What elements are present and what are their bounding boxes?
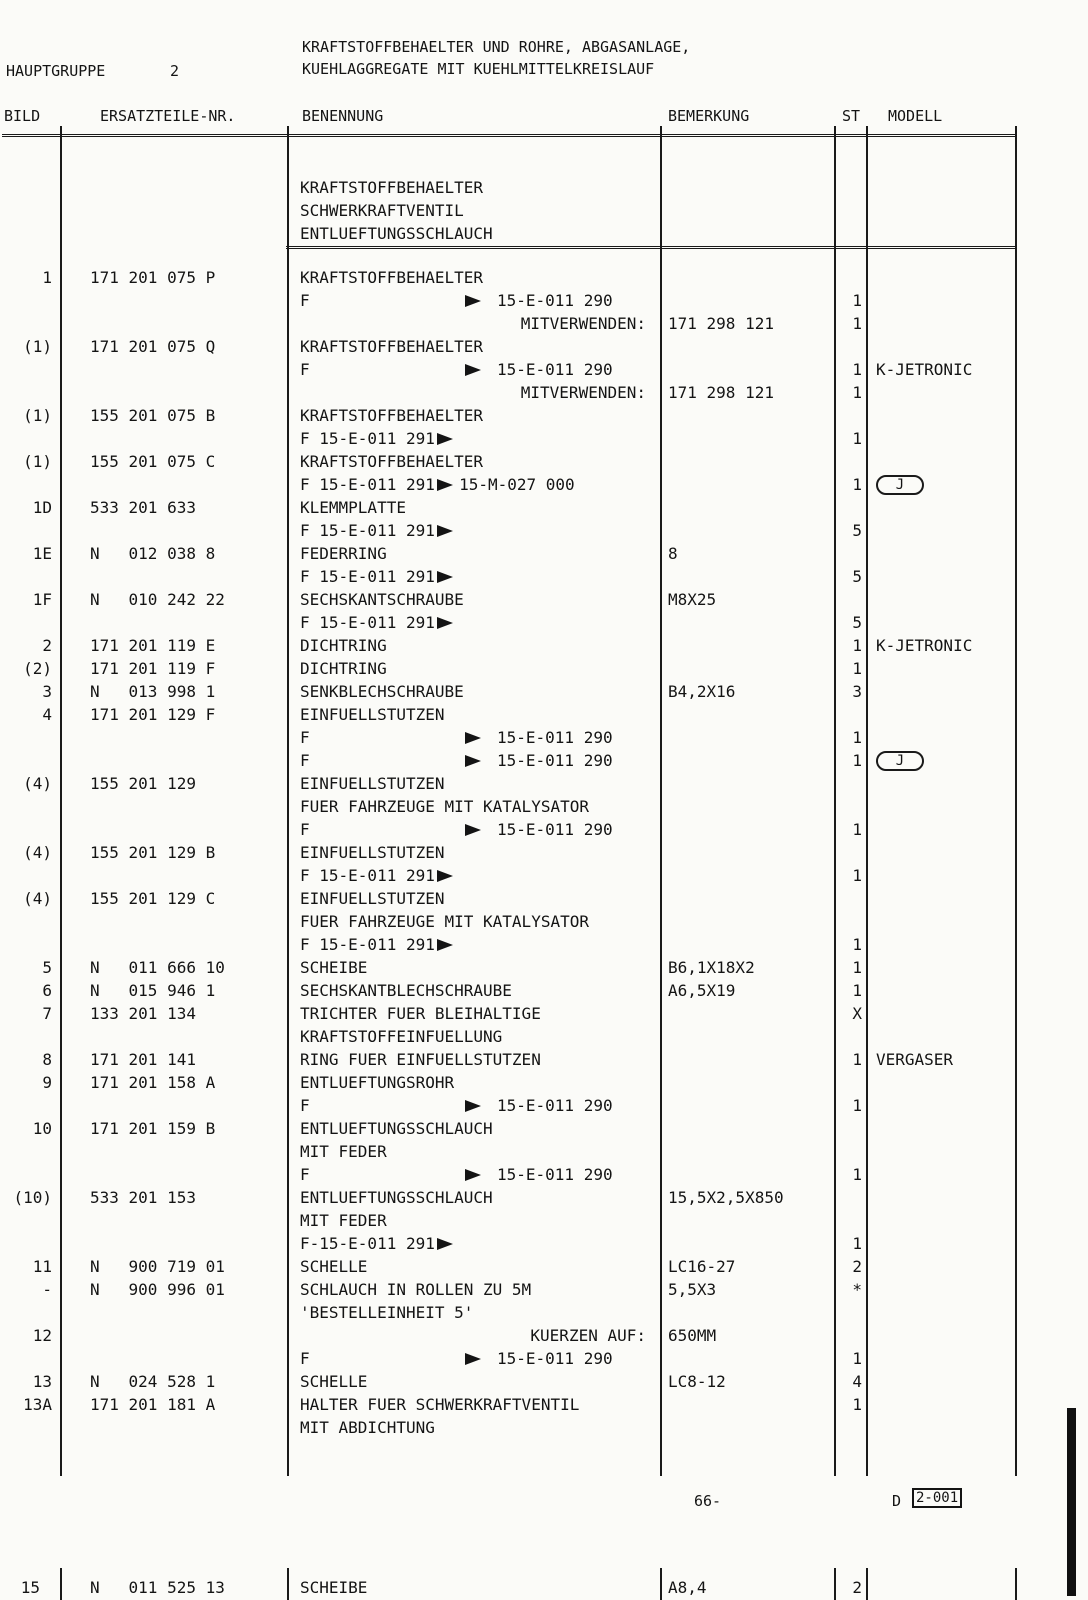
row-bild: (4) — [23, 843, 52, 862]
footer-letter: D — [892, 1492, 902, 1510]
row-name: SCHELLE — [300, 1257, 368, 1276]
column-divider — [1015, 1568, 1017, 1600]
row-part-number: N 900 996 01 — [90, 1280, 225, 1299]
row-qty: 1 — [852, 751, 862, 770]
row-part-number: 533 201 153 — [90, 1188, 196, 1207]
row-part-number: N 015 946 1 — [90, 981, 216, 1000]
row-qty: 5 — [852, 613, 862, 632]
row-name: KRAFTSTOFFEINFUELLUNG — [300, 1027, 503, 1046]
row-name: KRAFTSTOFFBEHAELTER — [300, 452, 484, 471]
row-bild: 1 — [42, 268, 52, 287]
row-bild: 1E — [32, 544, 52, 563]
row-name-tail: 15-E-011 290 — [497, 360, 613, 379]
row-name: ENTLUEFTUNGSSCHLAUCH — [300, 1119, 493, 1138]
row-bild: 9 — [42, 1073, 52, 1092]
arrow-right-icon — [437, 939, 453, 951]
row-name-tail: 15-E-011 290 — [497, 1096, 613, 1115]
col-header-bild: BILD — [4, 107, 41, 125]
row-bild: 10 — [32, 1119, 52, 1138]
arrow-right-icon — [465, 295, 481, 307]
page-stamp: 2-001 — [912, 1488, 962, 1508]
row-qty: 1 — [852, 314, 862, 333]
col-header-model: MODELL — [888, 107, 943, 125]
row-name: SCHLAUCH IN ROLLEN ZU 5M — [300, 1280, 532, 1299]
row-bild: 7 — [42, 1004, 52, 1023]
section-heading-line: KRAFTSTOFFBEHAELTER — [300, 178, 484, 197]
row-name: EINFUELLSTUTZEN — [300, 774, 445, 793]
row-part-number: N 012 038 8 — [90, 544, 216, 563]
row-part-number: 533 201 633 — [90, 498, 196, 517]
row-qty: 2 — [852, 1257, 862, 1276]
row-name-tail: 15-E-011 290 — [497, 1165, 613, 1184]
row-name: MIT FEDER — [300, 1142, 387, 1161]
column-divider — [60, 126, 62, 1476]
title-line-2: KUEHLAGGREGATE MIT KUEHLMITTELKREISLAUF — [302, 60, 655, 78]
column-divider — [866, 1568, 868, 1600]
row-qty: 1 — [852, 1234, 862, 1253]
row-remark: B6,1X18X2 — [668, 958, 755, 977]
row-name: 'BESTELLEINHEIT 5' — [300, 1303, 474, 1322]
row-name: SECHSKANTSCHRAUBE — [300, 590, 464, 609]
row-part-number: 133 201 134 — [90, 1004, 196, 1023]
group-label: HAUPTGRUPPE — [6, 62, 106, 80]
row-qty: 1 — [852, 935, 862, 954]
row-name: MITVERWENDEN: — [520, 314, 646, 333]
next-row-name: SCHEIBE — [300, 1578, 368, 1597]
row-qty: 1 — [852, 1395, 862, 1414]
row-name: FUER FAHRZEUGE MIT KATALYSATOR — [300, 912, 589, 931]
row-part-number: N 011 666 10 — [90, 958, 225, 977]
arrow-right-icon — [465, 1100, 481, 1112]
row-bild: 1D — [32, 498, 52, 517]
row-remark: 171 298 121 — [668, 383, 774, 402]
row-name: F — [300, 728, 310, 747]
row-name: KRAFTSTOFFBEHAELTER — [300, 406, 484, 425]
row-part-number: 155 201 129 B — [90, 843, 216, 862]
row-name: KLEMMPLATTE — [300, 498, 406, 517]
row-bild: 5 — [42, 958, 52, 977]
row-name-tail: 15-E-011 290 — [497, 820, 613, 839]
row-bild: (10) — [13, 1188, 52, 1207]
row-part-number: 171 201 119 E — [90, 636, 216, 655]
row-name: ENTLUEFTUNGSSCHLAUCH — [300, 1188, 493, 1207]
row-bild: 3 — [42, 682, 52, 701]
row-part-number: 171 201 075 P — [90, 268, 216, 287]
col-header-remark: BEMERKUNG — [668, 107, 750, 125]
row-bild: 2 — [42, 636, 52, 655]
col-header-name: BENENNUNG — [302, 107, 384, 125]
arrow-right-icon — [465, 824, 481, 836]
col-header-qty: ST — [842, 107, 861, 125]
row-bild: 4 — [42, 705, 52, 724]
row-name: KRAFTSTOFFBEHAELTER — [300, 337, 484, 356]
row-qty: 1 — [852, 360, 862, 379]
row-qty: 1 — [852, 1096, 862, 1115]
next-row-remark: A8,4 — [668, 1578, 707, 1597]
row-part-number: 155 201 129 — [90, 774, 196, 793]
row-name: KUERZEN AUF: — [530, 1326, 646, 1345]
row-remark: 650MM — [668, 1326, 717, 1345]
row-qty: 4 — [852, 1372, 862, 1391]
page-number: 66- — [694, 1492, 722, 1510]
row-name: EINFUELLSTUTZEN — [300, 889, 445, 908]
row-name-tail: 15-E-011 290 — [497, 751, 613, 770]
row-remark: A6,5X19 — [668, 981, 736, 1000]
col-header-part-no: ERSATZTEILE-NR. — [100, 107, 236, 125]
row-bild: 13A — [23, 1395, 52, 1414]
row-name: SECHSKANTBLECHSCHRAUBE — [300, 981, 512, 1000]
row-bild: 11 — [32, 1257, 52, 1276]
row-name: F 15-E-011 291 — [300, 475, 435, 494]
arrow-right-icon — [465, 1353, 481, 1365]
row-name-tail: 15-E-011 290 — [497, 728, 613, 747]
row-qty: * — [852, 1280, 862, 1299]
row-name: EINFUELLSTUTZEN — [300, 705, 445, 724]
row-bild: 12 — [32, 1326, 52, 1345]
row-qty: 1 — [852, 981, 862, 1000]
arrow-right-icon — [437, 617, 453, 629]
row-remark: LC8-12 — [668, 1372, 726, 1391]
row-name: F 15-E-011 291 — [300, 567, 435, 586]
row-remark: M8X25 — [668, 590, 717, 609]
row-remark: B4,2X16 — [668, 682, 736, 701]
row-qty: 1 — [852, 820, 862, 839]
row-qty: 1 — [852, 1349, 862, 1368]
arrow-right-icon — [465, 1169, 481, 1181]
group-number: 2 — [170, 62, 180, 80]
model-marker: J — [876, 475, 924, 495]
row-qty: 5 — [852, 567, 862, 586]
column-divider — [287, 1568, 289, 1600]
row-name: MIT ABDICHTUNG — [300, 1418, 435, 1437]
column-divider — [60, 1568, 62, 1600]
section-heading-line: SCHWERKRAFTVENTIL — [300, 201, 464, 220]
arrow-right-icon — [437, 433, 453, 445]
row-name: EINFUELLSTUTZEN — [300, 843, 445, 862]
row-part-number: N 013 998 1 — [90, 682, 216, 701]
row-qty: 1 — [852, 659, 862, 678]
row-name: MITVERWENDEN: — [520, 383, 646, 402]
row-bild: (1) — [23, 452, 52, 471]
row-remark: 171 298 121 — [668, 314, 774, 333]
arrow-right-icon — [437, 1238, 453, 1250]
row-part-number: N 024 528 1 — [90, 1372, 216, 1391]
row-name: F-15-E-011 291 — [300, 1234, 435, 1253]
row-name: ENTLUEFTUNGSROHR — [300, 1073, 455, 1092]
column-divider — [834, 1568, 836, 1600]
row-name: MIT FEDER — [300, 1211, 387, 1230]
arrow-right-icon — [437, 571, 453, 583]
column-divider — [660, 126, 662, 1476]
row-qty: 1 — [852, 728, 862, 747]
row-name: F — [300, 820, 310, 839]
title-line-1: KRAFTSTOFFBEHAELTER UND ROHRE, ABGASANLAGE, — [302, 38, 691, 56]
next-row-bild: 15 — [20, 1578, 40, 1597]
row-part-number: 171 201 159 B — [90, 1119, 216, 1138]
row-name: FEDERRING — [300, 544, 387, 563]
row-part-number: 171 201 158 A — [90, 1073, 216, 1092]
row-name: DICHTRING — [300, 636, 387, 655]
row-model: VERGASER — [876, 1050, 954, 1069]
row-bild: 1F — [32, 590, 52, 609]
row-name: F — [300, 1165, 310, 1184]
row-name: F — [300, 1096, 310, 1115]
row-part-number: 171 201 141 — [90, 1050, 196, 1069]
row-name: SCHEIBE — [300, 958, 368, 977]
row-part-number: 171 201 119 F — [90, 659, 216, 678]
next-row-qty: 2 — [852, 1578, 862, 1597]
row-remark: 5,5X3 — [668, 1280, 717, 1299]
row-bild: 13 — [32, 1372, 52, 1391]
row-name-tail: 15-E-011 290 — [497, 1349, 613, 1368]
row-bild: - — [42, 1280, 52, 1299]
column-divider — [660, 1568, 662, 1600]
row-remark: LC16-27 — [668, 1257, 736, 1276]
row-model: K-JETRONIC — [876, 636, 973, 655]
row-bild: (1) — [23, 406, 52, 425]
row-qty: 1 — [852, 429, 862, 448]
arrow-right-icon — [465, 364, 481, 376]
arrow-right-icon — [437, 870, 453, 882]
row-part-number: 155 201 075 C — [90, 452, 216, 471]
row-name: SCHELLE — [300, 1372, 368, 1391]
row-remark: 8 — [668, 544, 678, 563]
row-name: F 15-E-011 291 — [300, 866, 435, 885]
row-part-number: 155 201 129 C — [90, 889, 216, 908]
row-name: TRICHTER FUER BLEIHALTIGE — [300, 1004, 541, 1023]
row-qty: X — [852, 1004, 862, 1023]
row-name: HALTER FUER SCHWERKRAFTVENTIL — [300, 1395, 580, 1414]
row-part-number: 155 201 075 B — [90, 406, 216, 425]
row-name-tail: 15-M-027 000 — [459, 475, 575, 494]
row-name-tail: 15-E-011 290 — [497, 291, 613, 310]
row-qty: 1 — [852, 636, 862, 655]
row-part-number: 171 201 181 A — [90, 1395, 216, 1414]
row-name: KRAFTSTOFFBEHAELTER — [300, 268, 484, 287]
row-name: FUER FAHRZEUGE MIT KATALYSATOR — [300, 797, 589, 816]
row-name: F 15-E-011 291 — [300, 429, 435, 448]
row-name: F — [300, 1349, 310, 1368]
row-bild: 8 — [42, 1050, 52, 1069]
row-qty: 1 — [852, 1165, 862, 1184]
row-name: F — [300, 291, 310, 310]
row-bild: 6 — [42, 981, 52, 1000]
row-qty: 3 — [852, 682, 862, 701]
row-bild: (2) — [23, 659, 52, 678]
row-model: K-JETRONIC — [876, 360, 973, 379]
row-part-number: 171 201 129 F — [90, 705, 216, 724]
header-separator — [2, 134, 1016, 137]
row-part-number: N 010 242 22 — [90, 590, 225, 609]
arrow-right-icon — [437, 525, 453, 537]
row-qty: 5 — [852, 521, 862, 540]
column-divider — [834, 126, 836, 1476]
row-bild: (4) — [23, 889, 52, 908]
row-name: F — [300, 751, 310, 770]
row-qty: 1 — [852, 383, 862, 402]
arrow-right-icon — [465, 755, 481, 767]
section-heading-line: ENTLUEFTUNGSSCHLAUCH — [300, 224, 493, 243]
row-bild: (1) — [23, 337, 52, 356]
column-divider — [287, 126, 289, 1476]
row-qty: 1 — [852, 1050, 862, 1069]
row-qty: 1 — [852, 866, 862, 885]
row-name: F 15-E-011 291 — [300, 935, 435, 954]
arrow-right-icon — [437, 479, 453, 491]
model-marker: J — [876, 751, 924, 771]
section-separator — [286, 246, 1016, 249]
row-name: DICHTRING — [300, 659, 387, 678]
row-name: F — [300, 360, 310, 379]
row-remark: 15,5X2,5X850 — [668, 1188, 784, 1207]
column-divider — [1015, 126, 1017, 1476]
row-part-number: 171 201 075 Q — [90, 337, 216, 356]
next-row-part: N 011 525 13 — [90, 1578, 225, 1597]
scan-edge-bar — [1067, 1408, 1076, 1596]
row-qty: 1 — [852, 475, 862, 494]
row-bild: (4) — [23, 774, 52, 793]
row-name: F 15-E-011 291 — [300, 521, 435, 540]
column-divider — [866, 126, 868, 1476]
row-qty: 1 — [852, 291, 862, 310]
row-qty: 1 — [852, 958, 862, 977]
row-name: SENKBLECHSCHRAUBE — [300, 682, 464, 701]
arrow-right-icon — [465, 732, 481, 744]
row-name: F 15-E-011 291 — [300, 613, 435, 632]
row-part-number: N 900 719 01 — [90, 1257, 225, 1276]
row-name: RING FUER EINFUELLSTUTZEN — [300, 1050, 541, 1069]
